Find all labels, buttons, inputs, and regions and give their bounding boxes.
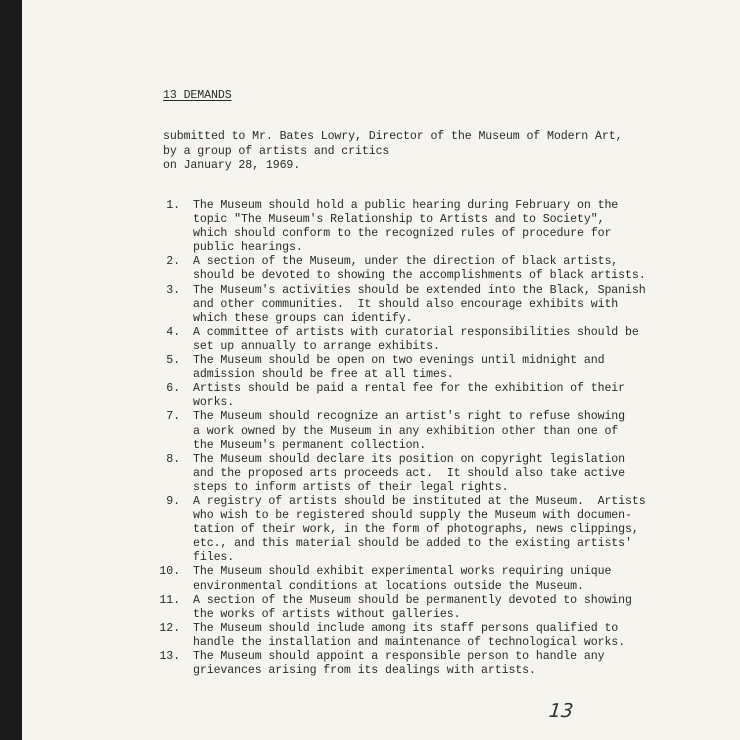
- demand-text-line: grievances arising from its dealings with artists.: [193, 664, 536, 678]
- demand-number: 6.: [166, 382, 180, 396]
- demand-number: 9.: [166, 494, 180, 508]
- demand-number: 8.: [166, 452, 180, 466]
- demand-text-line: tation of their work, in the form of photographs, news clippings,: [193, 523, 639, 537]
- demand-item: [152, 565, 646, 593]
- demand-text-line: and other communities. It should also encourage exhibits with: [193, 297, 619, 311]
- demand-text-line: files.: [193, 551, 235, 565]
- demand-text-line: and the proposed arts proceeds act. It should also take active: [193, 466, 626, 480]
- demand-number: 7.: [166, 410, 180, 424]
- demand-text-line: topic "The Museum's Relationship to Artists and to Society",: [193, 213, 605, 227]
- demand-text-line: environmental conditions at locations outside the Museum.: [193, 579, 584, 593]
- handwritten-page-number: 13: [547, 700, 575, 722]
- demand-text-line: The Museum should exhibit experimental works requiring unique: [193, 565, 612, 579]
- demand-item: [152, 650, 646, 678]
- demand-text-line: which should conform to the recognized rules of procedure for: [193, 227, 612, 241]
- demand-number: 5.: [166, 354, 180, 368]
- intro-paragraph: [163, 130, 622, 174]
- demand-item: [152, 199, 646, 255]
- demand-item: [152, 255, 646, 283]
- intro-line: submitted to Mr. Bates Lowry, Director of the Museum of Modern Art,: [163, 130, 623, 143]
- demand-number: 11.: [159, 593, 180, 607]
- demand-text-line: handle the installation and maintenance of technological works.: [193, 635, 626, 649]
- intro-line: by a group of artists and critics: [163, 144, 390, 158]
- demand-item: [152, 594, 646, 622]
- demand-item: [152, 495, 646, 565]
- intro-line: on January 28, 1969.: [163, 159, 301, 173]
- demand-number: 10.: [159, 565, 180, 579]
- demand-text-line: The Museum should hold a public hearing during February on the: [193, 199, 619, 212]
- demand-number: 3.: [166, 283, 180, 297]
- demand-text-line: The Museum should be open on two evenings until midnight and: [193, 354, 605, 368]
- demand-text-line: steps to inform artists of their legal rights.: [193, 480, 509, 494]
- demand-text-line: a work owned by the Museum in any exhibition other than one of: [193, 424, 619, 438]
- demand-item: [152, 622, 646, 650]
- demand-number: 12.: [159, 621, 180, 635]
- demand-item: [152, 326, 646, 354]
- demand-text-line: the Museum's permanent collection.: [193, 438, 427, 452]
- demand-text-line: The Museum should declare its position on copyright legislation: [193, 452, 626, 466]
- document-page: [22, 0, 740, 740]
- demand-text-line: who wish to be registered should supply the Museum with documen-: [193, 509, 632, 523]
- demand-text-line: Artists should be paid a rental fee for the exhibition of their: [193, 382, 626, 396]
- demand-text-line: the works of artists without galleries.: [193, 607, 461, 621]
- demand-number: 1.: [166, 199, 180, 212]
- demand-text-line: A section of the Museum, under the direction of black artists,: [193, 255, 619, 269]
- demand-text-line: public hearings.: [193, 241, 303, 255]
- demand-text-line: should be devoted to showing the accomplishments of black artists.: [193, 269, 646, 283]
- demand-number: 4.: [166, 325, 180, 339]
- demand-text-line: A section of the Museum should be permanently devoted to showing: [193, 593, 632, 607]
- demand-number: 2.: [166, 255, 180, 269]
- demand-text-line: which these groups can identify.: [193, 311, 413, 325]
- demand-text-line: works.: [193, 396, 235, 410]
- demand-item: [152, 410, 646, 452]
- demand-text-line: The Museum should include among its staff persons qualified to: [193, 621, 619, 635]
- demand-text-line: set up annually to arrange exhibits.: [193, 339, 440, 353]
- demand-item: [152, 453, 646, 495]
- demand-item: [152, 382, 646, 410]
- demand-text-line: The Museum's activities should be extended into the Black, Spanish: [193, 283, 646, 297]
- demands-list: [152, 199, 646, 678]
- demand-text-line: etc., and this material should be added to the existing artists': [193, 537, 632, 551]
- demand-text-line: admission should be free at all times.: [193, 368, 454, 382]
- demand-text-line: The Museum should appoint a responsible person to handle any: [193, 650, 605, 663]
- demand-item: [152, 354, 646, 382]
- demand-number: 13.: [159, 650, 180, 663]
- demand-text-line: The Museum should recognize an artist's right to refuse showing: [193, 410, 626, 424]
- demand-item: [152, 284, 646, 326]
- demand-text-line: A registry of artists should be instituted at the Museum. Artists: [193, 494, 646, 508]
- demand-text-line: A committee of artists with curatorial responsibilities should be: [193, 325, 639, 339]
- document-title: 13 DEMANDS: [163, 89, 232, 102]
